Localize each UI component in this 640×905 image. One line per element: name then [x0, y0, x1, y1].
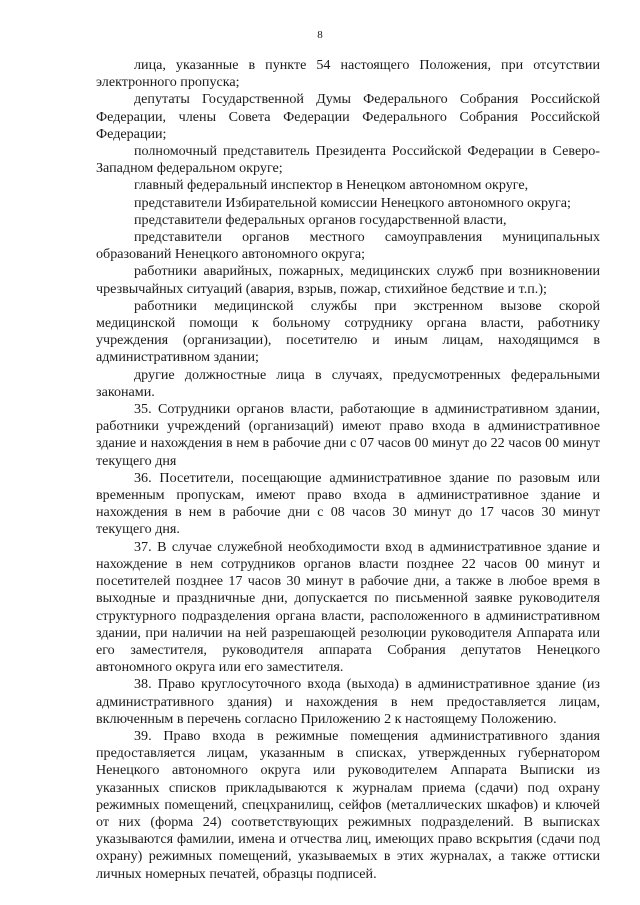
paragraph-deputies: депутаты Государственной Думы Федерального Собрания Российской Федерации, члены Совета Федерации Федерального Собрания Российской Федерации; [96, 91, 600, 142]
page-number: 8 [317, 29, 323, 41]
paragraph-other-officials: другие должностные лица в случаях, предусмотренных федеральными законами. [96, 366, 600, 400]
paragraph-electoral-commission: представители Избирательной комиссии Ненецкого автономного округа; [134, 194, 571, 211]
paragraph-federal-bodies: представители федеральных органов государственной власти, [134, 211, 507, 228]
paragraph-federal-inspector: главный федеральный инспектор в Ненецком автономном округе, [134, 177, 529, 194]
paragraph-presidential-envoy: полномочный представитель Президента Российской Федерации в Северо-Западном федеральном округе; [96, 143, 600, 177]
paragraph-persons-item-54: лица, указанные в пункте 54 настоящего Положения, при отсутствии электронного пропуска; [96, 57, 600, 91]
paragraph-medical-service: работники медицинской службы при экстренном вызове скорой медицинской помощи к больному сотруднику органа власти, работнику учреждения (организации), посетителю и иным лицам, находящимся в административном здании; [96, 297, 600, 366]
paragraph-clause-38: 38. Право круглосуточного входа (выхода) в административное здание (из административного здания) и нахождения в нем предоставляется лицам, включенным в перечень согласно Приложению 2 к настоящему Положению. [96, 676, 600, 727]
paragraph-clause-35: 35. Сотрудники органов власти, работающие в административном здании, работники учреждений (организаций) имеют право входа в административное здание и нахождения в нем в рабочие дни с 07 часов 00 минут до 22 часов 00 минут текущего дня [96, 401, 600, 469]
paragraph-clause-36: 36. Посетители, посещающие административное здание по разовым или временным пропускам, имеют право входа в административное здание и нахождения в нем в рабочие дни с 08 часов 30 минут до 17 часов 30 минут текущего дня. [96, 469, 600, 538]
paragraph-clause-37: 37. В случае служебной необходимости вход в административное здание и нахождение в нем сотрудников органов власти позднее 22 часов 00 минут и посетителей позднее 17 часов 30 минут в рабочие дни, а также в любое время в выходные и праздничные дни, допускается по письменной заявке руководителя структурного подразделения органа власти, расположенного в административном здании, при наличии на ней разрешающей резолюции руководителя Аппарата или его заместителя, руководителя аппарата Собрания депутатов Ненецкого автономного округа или его заместителя. [96, 538, 600, 676]
paragraph-clause-39: 39. Право входа в режимные помещения административного здания предоставляется лицам, указанным в списках, утвержденных губернатором Ненецкого автономного округа или руководителем Аппарата Выписки из указанных списков прикладываются к журналам приема (сдачи) под охрану режимных помещений, спецхранилищ, сейфов (металлических шкафов) и ключей от них (форма 24) соответствующих режимных подразделений. В выписках указываются фамилии, имена и отчества лиц, имеющих право вскрытия (сдачи под охрану) режимных помещений, указываемых в этих журналах, а также оттиски личных номерных печатей, образцы подписей. [96, 727, 600, 882]
paragraph-emergency-services: работники аварийных, пожарных, медицинских служб при возникновении чрезвычайных ситуаций (авария, взрыв, пожар, стихийное бедствие и т.п.); [96, 263, 600, 297]
paragraph-local-government: представители органов местного самоуправления муниципальных образований Ненецкого автономного округа; [96, 229, 600, 263]
document-body [96, 57, 600, 883]
